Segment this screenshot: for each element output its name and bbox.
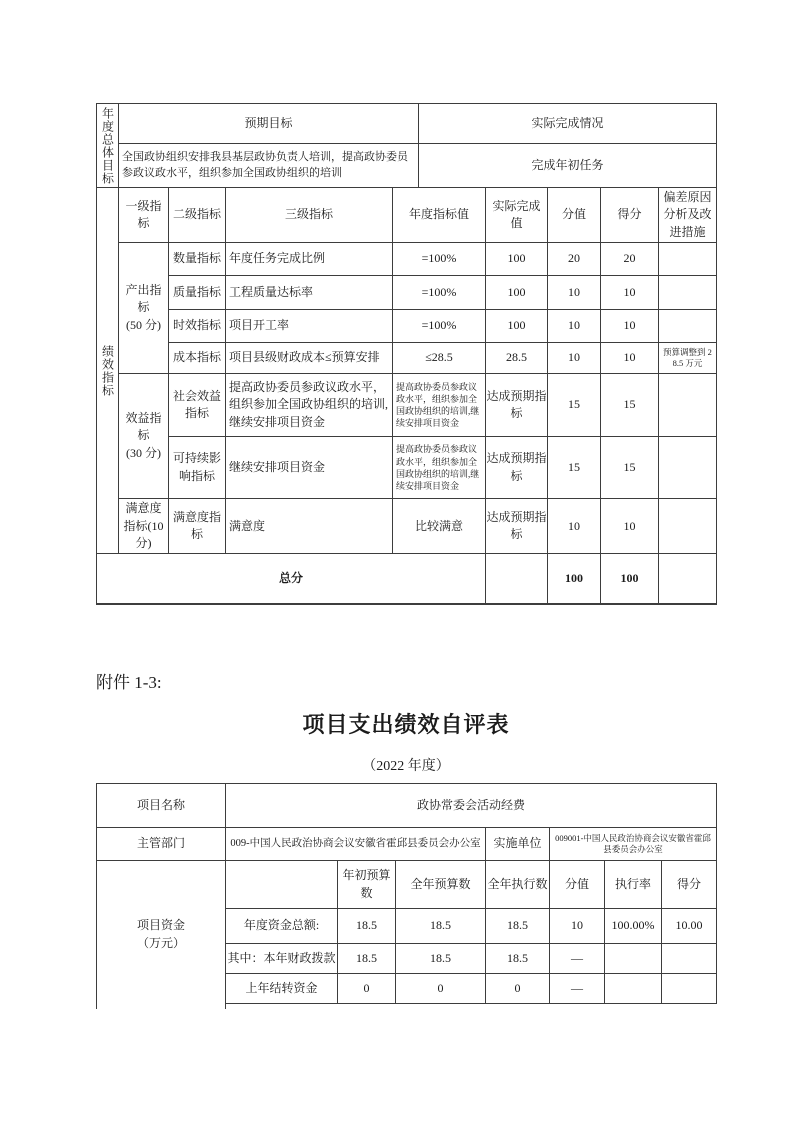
- total-row: [97, 554, 717, 604]
- fund-value-cell: [662, 944, 717, 974]
- budget-col-header-score: 分值: [550, 861, 605, 909]
- group-benefit-sub: (30 分): [126, 445, 161, 460]
- actual-value-cell: 达成预期指标: [486, 499, 548, 554]
- attachment-label: 附件 1-3:: [96, 673, 162, 692]
- level2-cell: 质量指标: [169, 276, 226, 310]
- performance-side-cell: [97, 188, 119, 554]
- indicator-grid: [96, 187, 717, 605]
- group-output-label: 产出指标: [125, 283, 162, 315]
- dept-value: 009-中国人民政治协商会议安徽省霍邱县委员会办公室: [226, 828, 486, 861]
- budget-col-header-execrate: 执行率: [605, 861, 662, 909]
- stub-cell: [396, 1004, 486, 1009]
- fund-value-cell: 10.00: [662, 909, 717, 944]
- deviation-cell: [659, 276, 717, 310]
- fund-value-cell: 18.5: [338, 944, 396, 974]
- indicator-row: [97, 243, 717, 276]
- col-header-target: 年度指标值: [393, 188, 486, 243]
- col-header-points: 得分: [601, 188, 659, 243]
- budget-col-header-points: 得分: [662, 861, 717, 909]
- points-cell: 15: [601, 437, 659, 499]
- annual-goal-section: [96, 103, 717, 188]
- indicator-header-row: [97, 188, 717, 243]
- col-header-score: 分值: [548, 188, 601, 243]
- col-header-level3: 三级指标: [226, 188, 393, 243]
- level2-cell: 满意度指标: [169, 499, 226, 554]
- budget-col-header-fullyear: 全年预算数: [396, 861, 486, 909]
- target-value-cell: =100%: [393, 310, 486, 343]
- fund-value-cell: 18.5: [338, 909, 396, 944]
- fund-row-label: 上年结转资金: [226, 974, 338, 1004]
- stub-cell: [605, 1004, 662, 1009]
- group-output-cell: [119, 243, 169, 374]
- actual-value-cell: 达成预期指标: [486, 437, 548, 499]
- score-cell: 10: [548, 343, 601, 374]
- fund-value-cell: 18.5: [396, 944, 486, 974]
- fund-value-cell: 18.5: [486, 944, 550, 974]
- indicator-row: [97, 437, 717, 499]
- expected-goal-text: 全国政协组织安排我县基层政协负责人培训，提高政协委员参政议政水平，组织参加全国政协组织的培训: [119, 144, 419, 188]
- fund-value-cell: 0: [486, 974, 550, 1004]
- score-cell: 10: [548, 499, 601, 554]
- total-score: 100: [548, 554, 601, 604]
- total-actual-blank: [486, 554, 548, 604]
- level3-cell: 提高政协委员参政议政水平，组织参加全国政协组织的培训,继续安排项目资金: [226, 374, 393, 437]
- project-funds-label-line1: 项目资金: [136, 918, 185, 933]
- budget-header-row: [97, 861, 717, 909]
- stub-cell: [486, 1004, 550, 1009]
- budget-col-header-initial: 年初预算数: [338, 861, 396, 909]
- performance-side-label: 绩效指标: [100, 344, 115, 397]
- self-evaluation-grid: [96, 783, 717, 1009]
- impl-unit-value: 009001-中国人民政治协商会议安徽省霍邱县委员会办公室: [550, 828, 717, 861]
- actual-value-cell: 达成预期指标: [486, 374, 548, 437]
- indicator-row: [97, 343, 717, 374]
- page-year-subtitle: （2022 年度）: [362, 759, 450, 774]
- actual-completion-header: 实际完成情况: [419, 104, 717, 144]
- level3-cell: 项目县级财政成本≤预算安排: [226, 343, 393, 374]
- score-cell: 20: [548, 243, 601, 276]
- score-cell: 10: [548, 310, 601, 343]
- dept-label: 主管部门: [97, 828, 226, 861]
- impl-unit-label: 实施单位: [486, 828, 550, 861]
- budget-col-header-executed: 全年执行数: [486, 861, 550, 909]
- target-value-cell: ≤28.5: [393, 343, 486, 374]
- group-benefit-label: 效益指标: [125, 411, 162, 443]
- points-cell: 10: [601, 276, 659, 310]
- level3-cell: 满意度: [226, 499, 393, 554]
- deviation-cell: 预算调整到 28.5 万元: [659, 343, 717, 374]
- deviation-cell: [659, 310, 717, 343]
- target-value-cell: 提高政协委员参政议政水平，组织参加全国政协组织的培训,继续安排项目资金: [393, 374, 486, 437]
- target-value-cell: =100%: [393, 243, 486, 276]
- target-value-cell: =100%: [393, 276, 486, 310]
- project-funds-label-line2: （万元）: [136, 935, 185, 950]
- budget-row-label-blank: [226, 861, 338, 909]
- actual-completion-text: 完成年初任务: [419, 144, 717, 188]
- level3-cell: 继续安排项目资金: [226, 437, 393, 499]
- fund-value-cell: —: [550, 944, 605, 974]
- score-cell: 15: [548, 437, 601, 499]
- level2-cell: 成本指标: [169, 343, 226, 374]
- self-evaluation-table: [96, 783, 716, 1009]
- expected-goal-header: 预期目标: [119, 104, 419, 144]
- project-name-label: 项目名称: [97, 784, 226, 828]
- col-header-level1: 一级指标: [119, 188, 169, 243]
- target-value-cell: 提高政协委员参政议政水平，组织参加全国政协组织的培训,继续安排项目资金: [393, 437, 486, 499]
- fund-value-cell: 0: [396, 974, 486, 1004]
- fund-row-label: 其中：本年财政拨款: [226, 944, 338, 974]
- level3-cell: 年度任务完成比例: [226, 243, 393, 276]
- fund-value-cell: [605, 974, 662, 1004]
- stub-cell: [226, 1004, 338, 1009]
- indicator-row: [97, 499, 717, 554]
- level2-cell: 时效指标: [169, 310, 226, 343]
- actual-value-cell: 100: [486, 276, 548, 310]
- points-cell: 10: [601, 499, 659, 554]
- fund-value-cell: [605, 944, 662, 974]
- points-cell: 20: [601, 243, 659, 276]
- col-header-actual: 实际完成值: [486, 188, 548, 243]
- total-points: 100: [601, 554, 659, 604]
- deviation-cell: [659, 374, 717, 437]
- indicator-row: [97, 374, 717, 437]
- group-satisfaction-cell: 满意度指标(10 分): [119, 499, 169, 554]
- points-cell: 10: [601, 310, 659, 343]
- col-header-deviation: 偏差原因分析及改进措施: [659, 188, 717, 243]
- actual-value-cell: 100: [486, 310, 548, 343]
- stub-cell: [662, 1004, 717, 1009]
- fund-row-label: 年度资金总额:: [226, 909, 338, 944]
- target-value-cell: 比较满意: [393, 499, 486, 554]
- col-header-level2: 二级指标: [169, 188, 226, 243]
- actual-value-cell: 28.5: [486, 343, 548, 374]
- fund-value-cell: 10: [550, 909, 605, 944]
- indicator-row: [97, 276, 717, 310]
- deviation-cell: [659, 243, 717, 276]
- performance-table: [96, 103, 716, 605]
- points-cell: 15: [601, 374, 659, 437]
- total-label: 总分: [97, 554, 486, 604]
- stub-cell: [338, 1004, 396, 1009]
- fund-value-cell: 18.5: [486, 909, 550, 944]
- fund-value-cell: 0: [338, 974, 396, 1004]
- group-output-sub: (50 分): [126, 317, 161, 332]
- department-row: [97, 828, 717, 861]
- project-funds-label-cell: [97, 861, 226, 1009]
- stub-cell: [550, 1004, 605, 1009]
- points-cell: 10: [601, 343, 659, 374]
- level2-cell: 社会效益指标: [169, 374, 226, 437]
- score-cell: 15: [548, 374, 601, 437]
- group-benefit-cell: [119, 374, 169, 499]
- level2-cell: 数量指标: [169, 243, 226, 276]
- deviation-cell: [659, 499, 717, 554]
- level3-cell: 项目开工率: [226, 310, 393, 343]
- fund-value-cell: 100.00%: [605, 909, 662, 944]
- fund-value-cell: [662, 974, 717, 1004]
- indicator-row: [97, 310, 717, 343]
- level3-cell: 工程质量达标率: [226, 276, 393, 310]
- fund-value-cell: —: [550, 974, 605, 1004]
- deviation-cell: [659, 437, 717, 499]
- fund-value-cell: 18.5: [396, 909, 486, 944]
- project-name-row: [97, 784, 717, 828]
- total-deviation-blank: [659, 554, 717, 604]
- score-cell: 10: [548, 276, 601, 310]
- project-name-value: 政协常委会活动经费: [226, 784, 717, 828]
- page-title: 项目支出绩效自评表: [302, 712, 510, 737]
- actual-value-cell: 100: [486, 243, 548, 276]
- level2-cell: 可持续影响指标: [169, 437, 226, 499]
- annual-goal-side-cell: [97, 104, 119, 188]
- annual-goal-side-label: 年度总体目标: [100, 106, 115, 185]
